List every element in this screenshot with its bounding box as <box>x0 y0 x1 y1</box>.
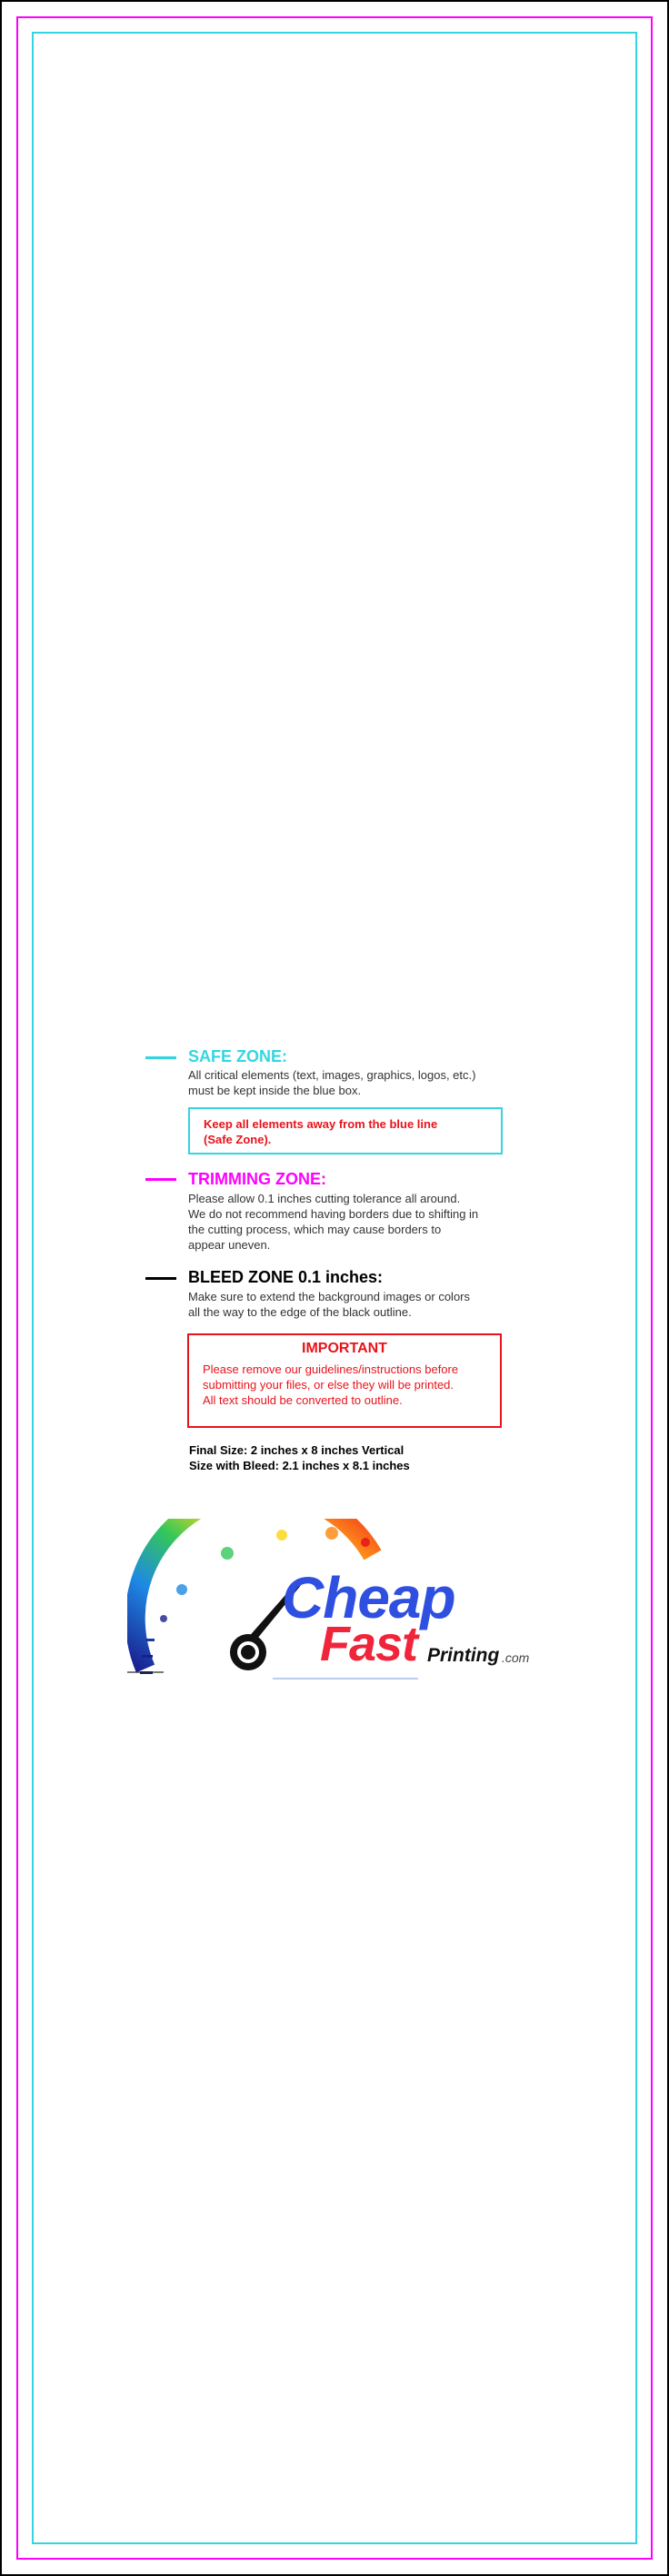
trimming-zone-line-3: the cutting process, which may cause borders to <box>188 1223 442 1236</box>
important-line-1: Please remove our guidelines/instructions before <box>203 1362 459 1376</box>
logo-word-printing: Printing <box>427 1645 500 1666</box>
bleed-size: Size with Bleed: 2.1 inches x 8.1 inches <box>189 1459 410 1472</box>
bleed-zone-title: BLEED ZONE 0.1 inches: <box>188 1268 384 1286</box>
safe-zone-description <box>188 1067 475 1098</box>
trimming-zone-line-2: We do not recommend having borders due to shifting in <box>188 1207 479 1221</box>
trimming-zone-legend-line <box>145 1178 176 1181</box>
logo-domain-suffix: .com <box>502 1650 530 1665</box>
trimming-zone-title: TRIMMING ZONE: <box>188 1170 326 1188</box>
bleed-zone-description <box>188 1289 470 1320</box>
cheapfastprinting-logo <box>127 1519 545 1691</box>
important-title: IMPORTANT <box>302 1341 387 1356</box>
safe-zone-line-2: must be kept inside the blue box. <box>188 1084 362 1097</box>
important-line-3: All text should be converted to outline. <box>203 1393 403 1407</box>
important-notice-box <box>187 1333 502 1428</box>
size-specs <box>189 1442 410 1473</box>
bleed-zone-line-2: all the way to the edge of the black outline. <box>188 1305 412 1319</box>
bleed-zone-line-1: Make sure to extend the background images or colors <box>188 1290 471 1303</box>
safe-zone-title: SAFE ZONE: <box>188 1047 288 1065</box>
logo-word-cheap: Cheap <box>282 1565 455 1630</box>
safe-zone-note-box <box>188 1107 503 1154</box>
final-size: Final Size: 2 inches x 8 inches Vertical <box>189 1443 404 1457</box>
important-description <box>203 1362 458 1408</box>
trimming-zone-description <box>188 1191 478 1253</box>
safe-zone-note-line-2: (Safe Zone). <box>204 1133 272 1146</box>
safe-zone-note-line-1: Keep all elements away from the blue line <box>204 1117 438 1131</box>
bleed-zone-legend-line <box>145 1277 176 1280</box>
safe-zone-legend-line <box>145 1056 176 1059</box>
trimming-zone-line-1: Please allow 0.1 inches cutting tolerance all around. <box>188 1192 461 1205</box>
safe-zone-line-1: All critical elements (text, images, graphics, logos, etc.) <box>188 1068 476 1082</box>
trimming-zone-line-4: appear uneven. <box>188 1238 271 1252</box>
important-line-2: submitting your files, or else they will be printed. <box>203 1378 454 1392</box>
logo-word-fast: Fast <box>320 1617 418 1671</box>
